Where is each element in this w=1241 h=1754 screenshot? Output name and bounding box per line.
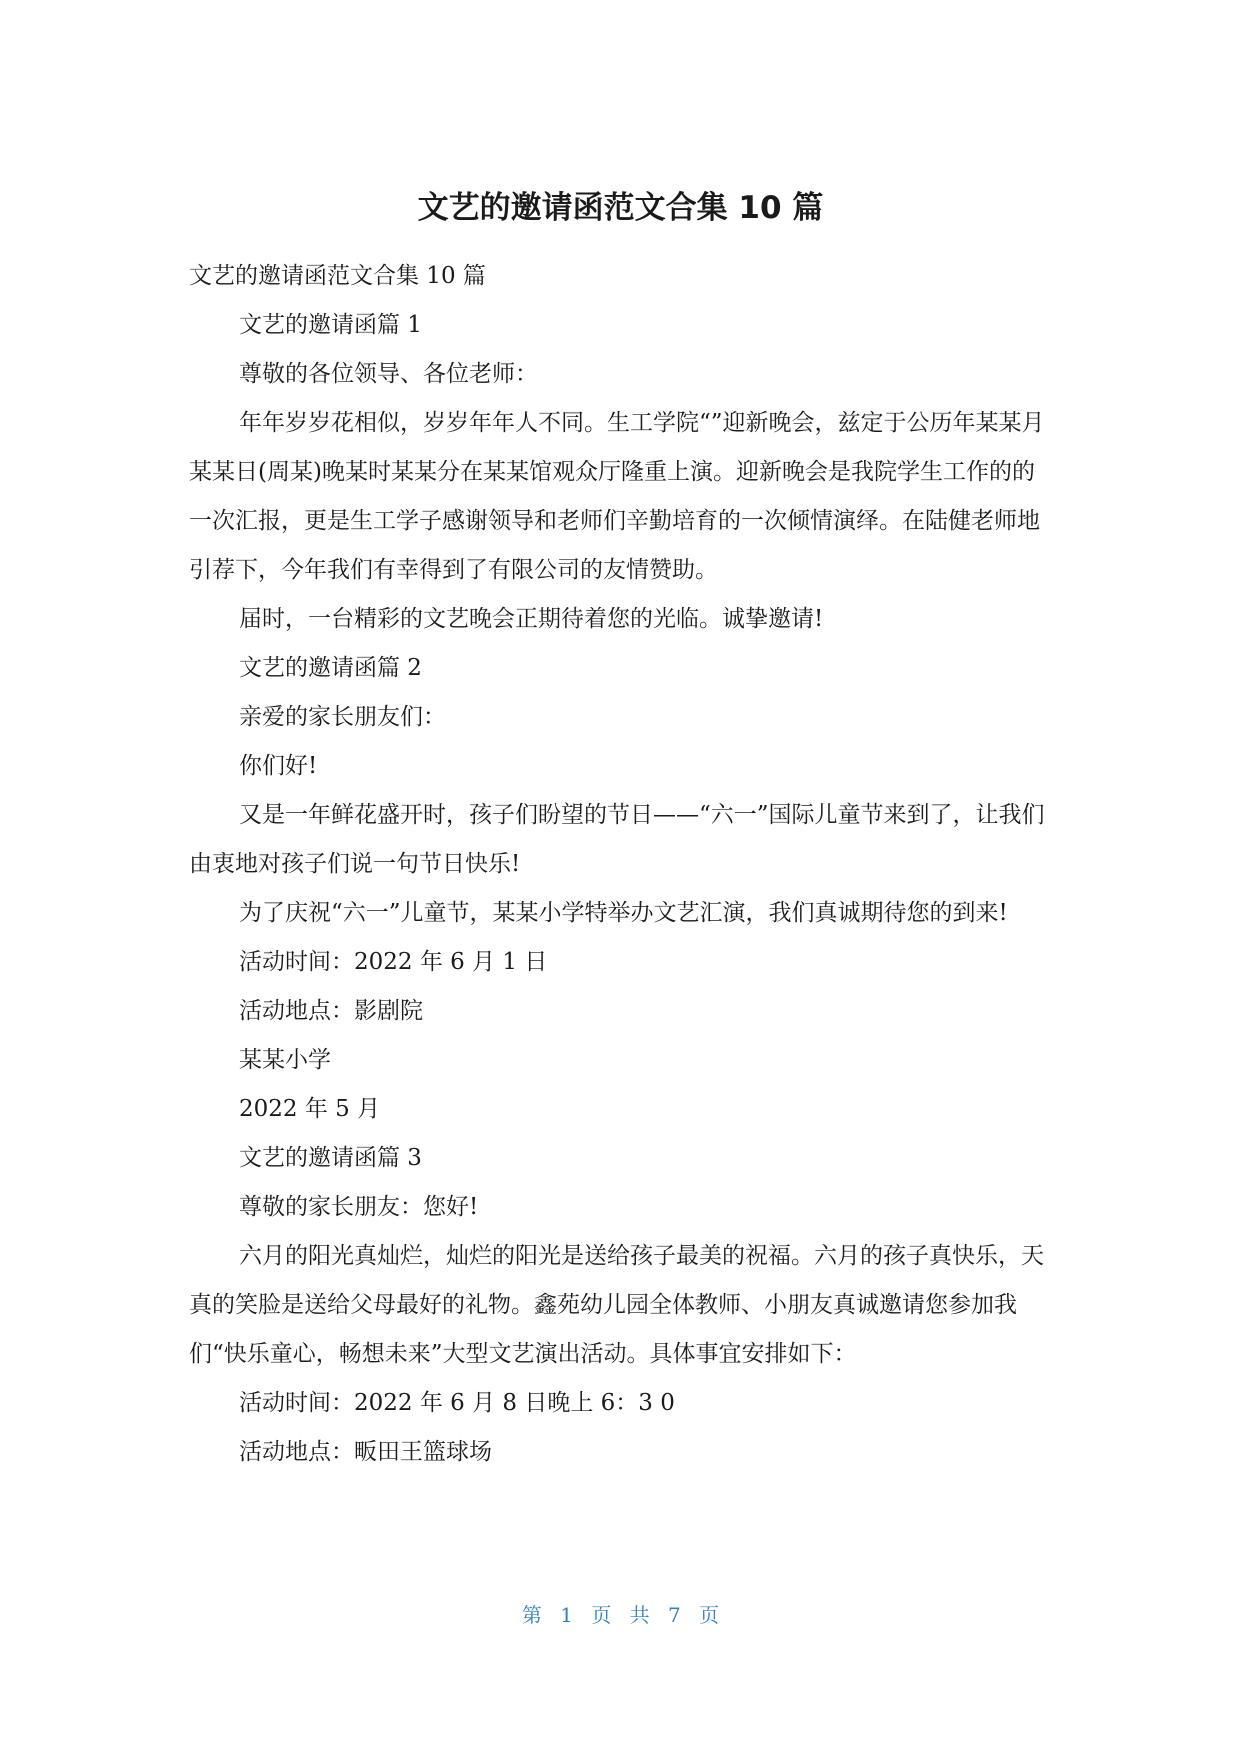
document-body	[189, 252, 1051, 1477]
paragraph: 年年岁岁花相似，岁岁年年人不同。生工学院“”迎新晚会，兹定于公历年某某月某某日(周某)晚某时某某分在某某馆观众厅隆重上演。迎新晚会是我院学生工作的的一次汇报，更是生工学子感谢领导和老师们辛勤培育的一次倾情演绎。在陆健老师地引荐下，今年我们有幸得到了有限公司的友情赞助。	[189, 410, 1045, 583]
salutation: 尊敬的家长朋友：您好!	[239, 1194, 479, 1220]
event-time: 活动时间：2022 年 6 月 1 日	[239, 949, 548, 975]
signature-date: 2022 年 5 月	[239, 1096, 381, 1122]
paragraph: 又是一年鲜花盛开时，孩子们盼望的节日——“六一”国际儿童节来到了，让我们由衷地对孩子们说一句节日快乐!	[189, 802, 1045, 877]
section-heading: 文艺的邀请函篇 3	[239, 1145, 422, 1171]
event-time: 活动时间：2022 年 6 月 8 日晚上 6：3 0	[239, 1390, 675, 1416]
paragraph: 届时，一台精彩的文艺晚会正期待着您的光临。诚挚邀请!	[239, 606, 824, 632]
signature-organization: 某某小学	[239, 1047, 331, 1073]
salutation: 亲爱的家长朋友们：	[239, 704, 446, 730]
page-number-footer: 第 1 页 共 7 页	[521, 1603, 720, 1627]
document-title: 文艺的邀请函范文合集 10 篇	[417, 190, 824, 226]
section-heading: 文艺的邀请函篇 2	[239, 655, 422, 681]
paragraph: 六月的阳光真灿烂，灿烂的阳光是送给孩子最美的祝福。六月的孩子真快乐，天真的笑脸是送给父母最好的礼物。鑫苑幼儿园全体教师、小朋友真诚邀请您参加我们“快乐童心，畅想未来”大型文艺演出活动。具体事宜安排如下：	[189, 1243, 1044, 1367]
paragraph: 文艺的邀请函范文合集 10 篇	[189, 263, 486, 289]
event-location: 活动地点：畈田王篮球场	[239, 1439, 492, 1465]
section-heading: 文艺的邀请函篇 1	[239, 312, 422, 338]
paragraph: 为了庆祝“六一”儿童节，某某小学特举办文艺汇演，我们真诚期待您的到来!	[239, 900, 1008, 926]
event-location: 活动地点：影剧院	[239, 998, 423, 1024]
greeting: 你们好!	[239, 753, 318, 779]
salutation: 尊敬的各位领导、各位老师：	[239, 361, 538, 387]
